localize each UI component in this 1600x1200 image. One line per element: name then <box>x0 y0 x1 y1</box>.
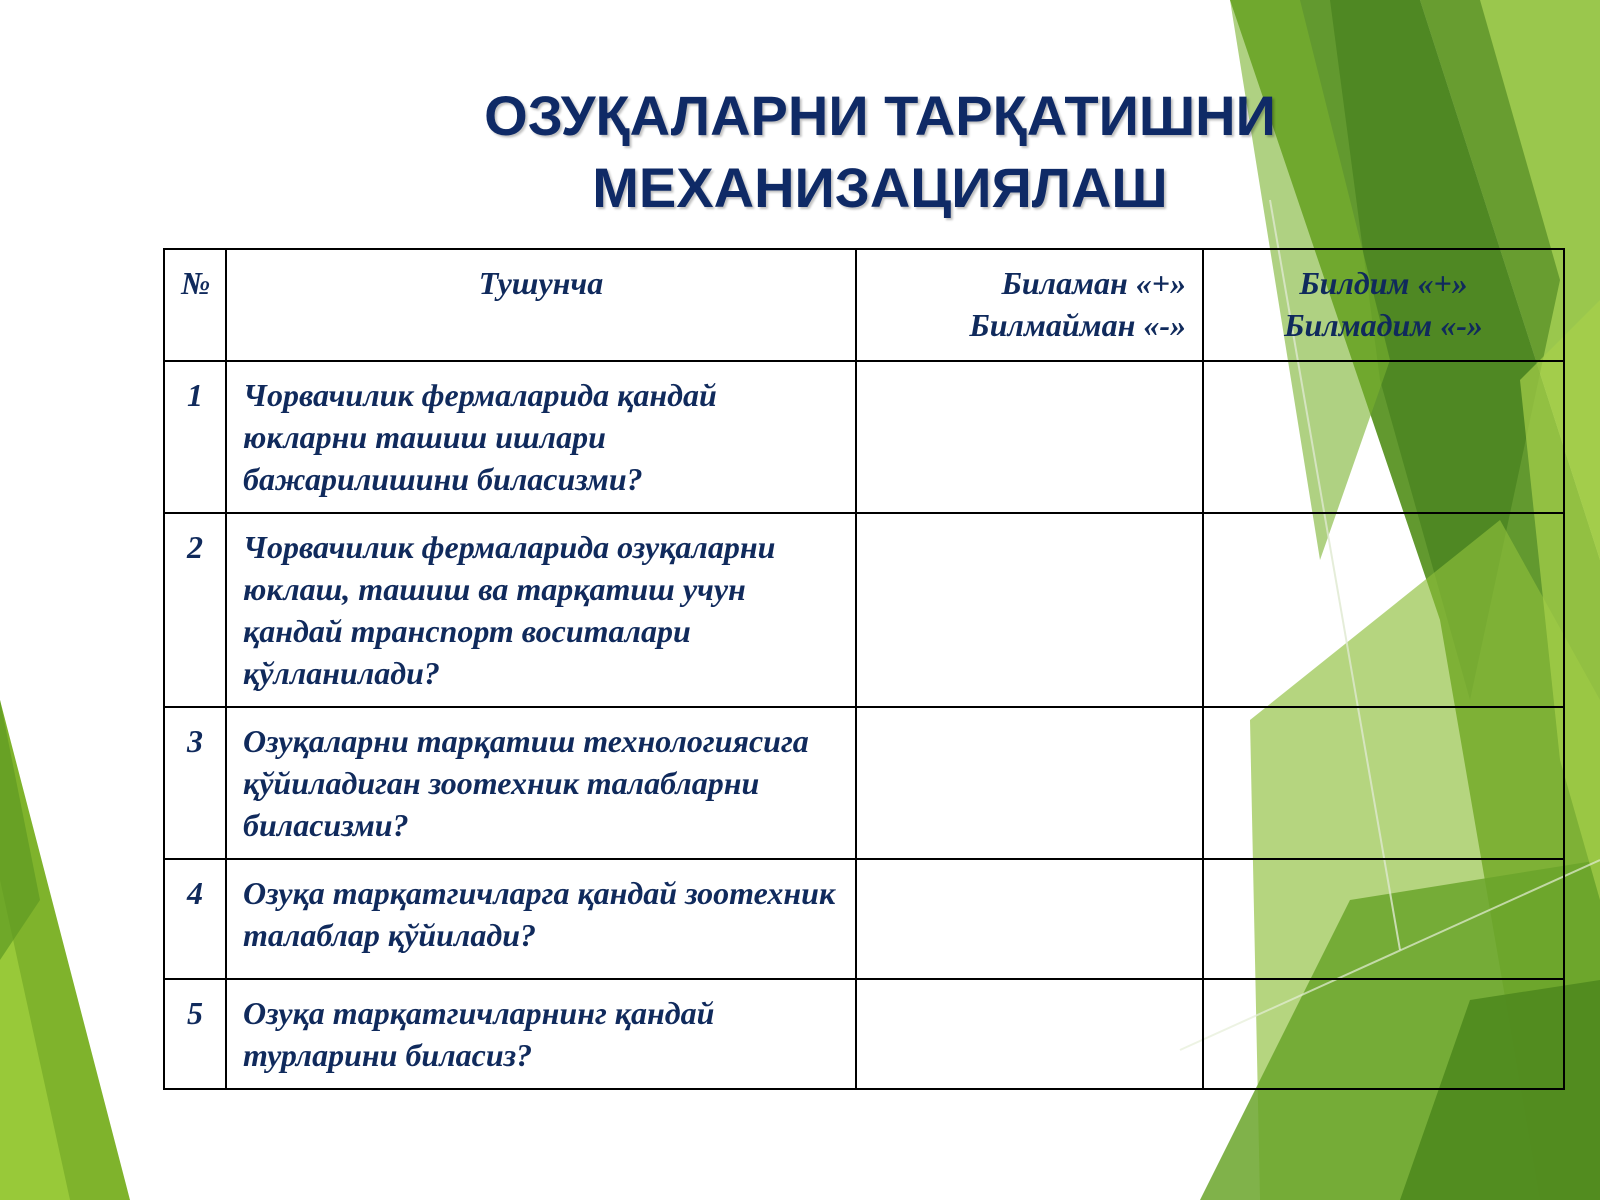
row-learned-cell[interactable] <box>1203 513 1564 707</box>
row-knew-cell[interactable] <box>856 859 1203 979</box>
kwl-table <box>163 248 1565 1090</box>
table-row <box>164 859 1564 979</box>
row-learned-cell[interactable] <box>1203 361 1564 513</box>
table-row <box>164 979 1564 1089</box>
header-knew-line1: Биламан «+» <box>1001 265 1186 301</box>
table-header-row <box>164 249 1564 361</box>
row-question: Озуқаларни тарқатиш технологиясига қўйиладиган зоотехник талабларни биласизми? <box>226 707 856 859</box>
row-knew-cell[interactable] <box>856 361 1203 513</box>
row-knew-cell[interactable] <box>856 707 1203 859</box>
header-knew-line2: Билмайман «-» <box>969 307 1186 343</box>
table-row <box>164 361 1564 513</box>
header-learned-line1: Билдим «+» <box>1299 265 1468 301</box>
table-row <box>164 513 1564 707</box>
row-knew-cell[interactable] <box>856 513 1203 707</box>
slide-title <box>380 80 1380 224</box>
row-number: 4 <box>164 859 226 979</box>
row-knew-cell[interactable] <box>856 979 1203 1089</box>
row-question: Озуқа тарқатгичларнинг қандай турларини биласиз? <box>226 979 856 1089</box>
header-learned <box>1203 249 1564 361</box>
row-question: Озуқа тарқатгичларга қандай зоотехник талаблар қўйилади? <box>226 859 856 979</box>
row-number: 5 <box>164 979 226 1089</box>
row-question: Чорвачилик фермаларида озуқаларни юклаш, ташиш ва тарқатиш учун қандай транспорт воситалари қўлланилади? <box>226 513 856 707</box>
header-knew <box>856 249 1203 361</box>
slide-title-line2: МЕХАНИЗАЦИЯЛАШ <box>592 156 1168 219</box>
header-number: № <box>164 249 226 361</box>
row-number: 2 <box>164 513 226 707</box>
table-row <box>164 707 1564 859</box>
header-learned-line2: Билмадим «-» <box>1284 307 1483 343</box>
row-number: 1 <box>164 361 226 513</box>
row-learned-cell[interactable] <box>1203 859 1564 979</box>
row-number: 3 <box>164 707 226 859</box>
slide-title-line1: ОЗУҚАЛАРНИ ТАРҚАТИШНИ <box>484 84 1276 147</box>
row-learned-cell[interactable] <box>1203 707 1564 859</box>
header-concept: Тушунча <box>226 249 856 361</box>
row-learned-cell[interactable] <box>1203 979 1564 1089</box>
row-question: Чорвачилик фермаларида қандай юкларни ташиш ишлари бажарилишини биласизми? <box>226 361 856 513</box>
